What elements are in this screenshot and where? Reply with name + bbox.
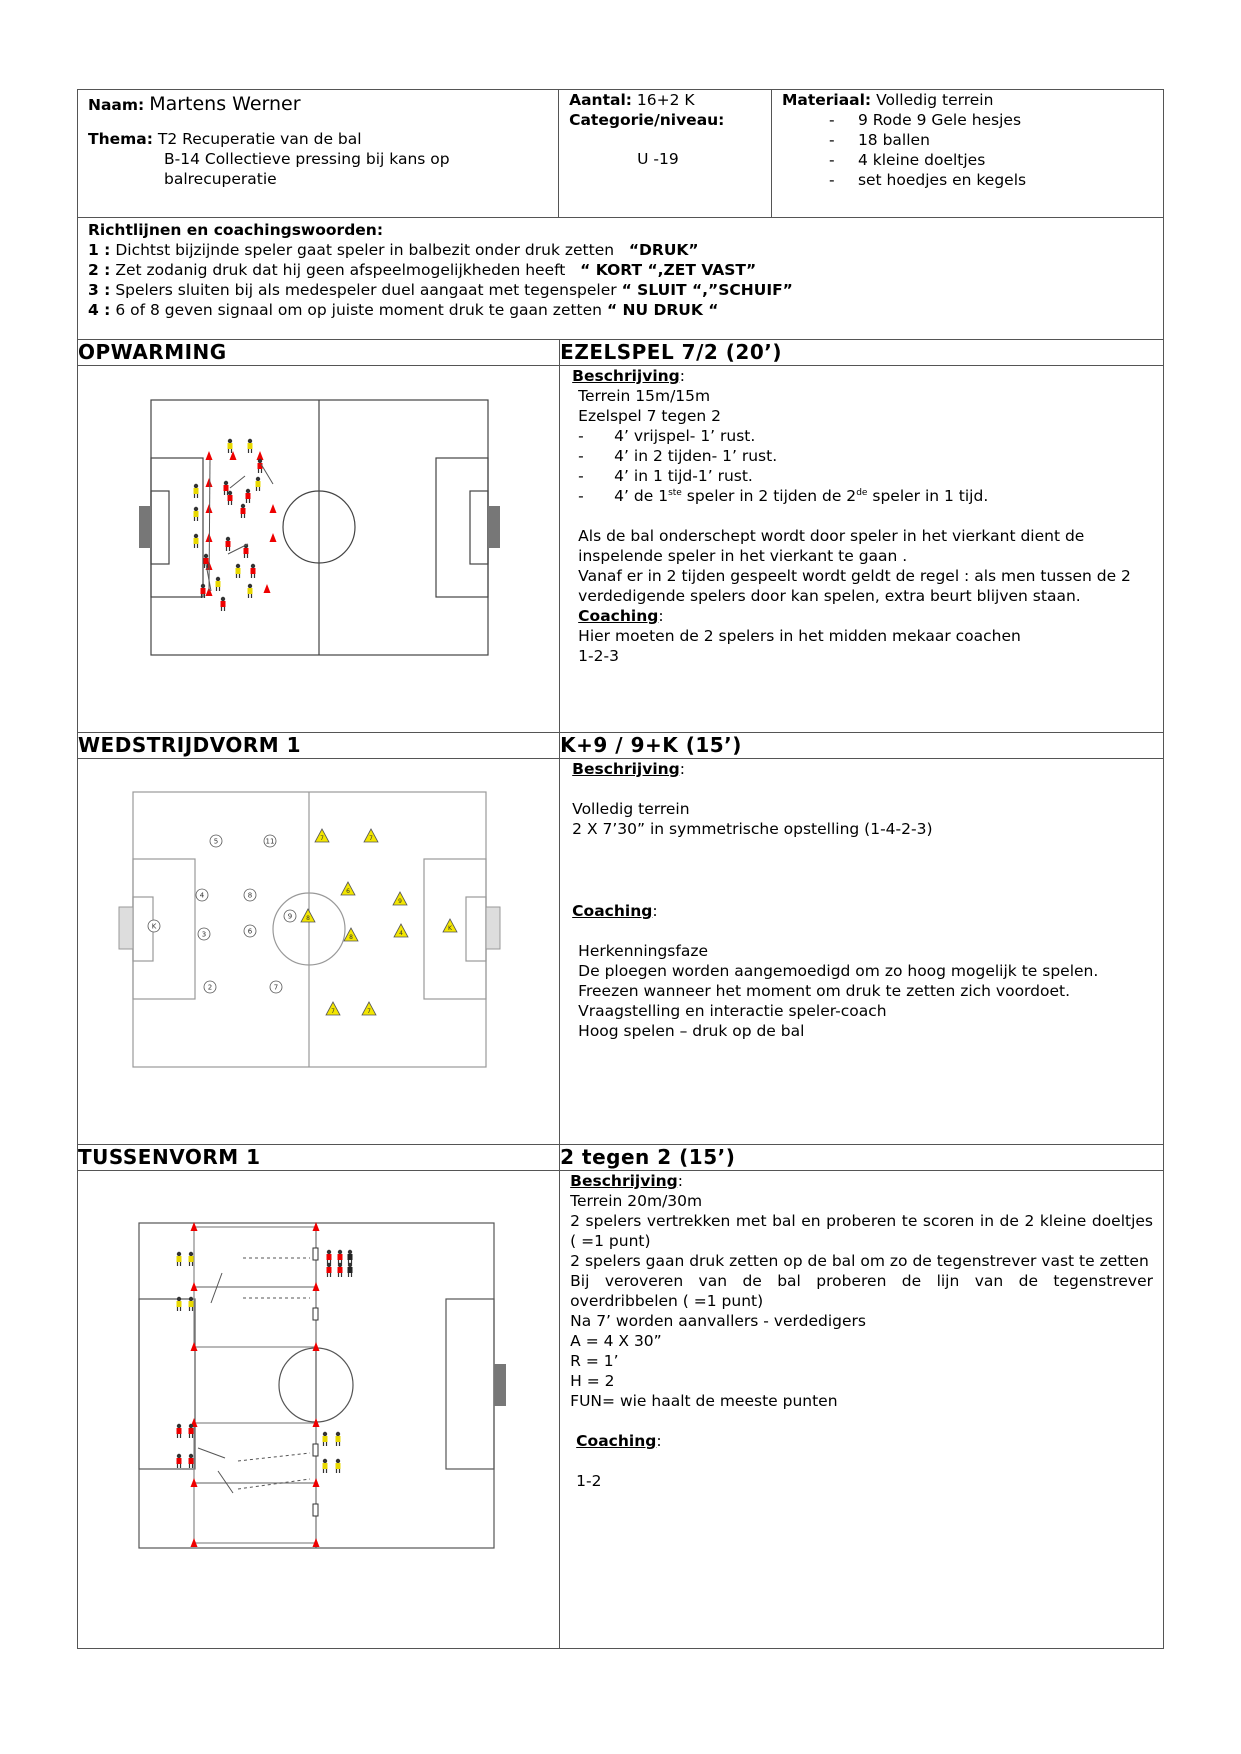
mini-goal-icon	[313, 1444, 318, 1456]
white-player-number: 3	[201, 930, 207, 939]
yellow-player-number: 6	[346, 888, 350, 895]
beschrijving-label: Beschrijving	[572, 367, 680, 385]
arrow-line	[261, 464, 273, 484]
tussenvorm-diagram	[78, 1171, 558, 1641]
player-icon	[248, 439, 253, 453]
sections-table	[77, 339, 1164, 1649]
player-icon	[236, 564, 241, 578]
player-icon	[256, 477, 261, 491]
aantal-label: Aantal:	[569, 91, 632, 109]
text-line: 2 X 7’30” in symmetrische opstelling (1-4-2-3)	[572, 820, 933, 838]
player-icon	[194, 534, 199, 548]
session-sheet	[77, 89, 1164, 1649]
session-table	[77, 89, 1164, 340]
cone-icon	[270, 533, 277, 542]
cone-icon	[206, 451, 213, 460]
white-player-number: 2	[207, 983, 213, 992]
section2-text-cell: Beschrijving: Volledig terrein 2 X 7’30” in symmetrische opstelling (1-4-2-3) Coaching: Herkenningsfaze De ploegen worden aangemoedigd om zo hoog mogelijk te spelen. Freezen wanneer het moment om druk te zetten zich voordoet. Vraagstelling en interactie speler-coach Hoog spelen – druk op de bal	[560, 759, 1164, 1145]
richtlijn-line: 2 : Zet zodanig druk dat hij geen afspeelmogelijkheden heeft “ KORT “,ZET VAST”	[88, 261, 757, 279]
player-icon	[189, 1297, 194, 1311]
player-icon	[228, 439, 233, 453]
player-icon	[177, 1454, 182, 1468]
section2-title-right: K+9 / 9+K (15’)	[560, 733, 1164, 759]
player-icon	[251, 564, 256, 578]
white-player-number: 4	[199, 891, 205, 900]
player-icon	[221, 597, 226, 611]
player-icon	[194, 507, 199, 521]
text-line: De ploegen worden aangemoedigd om zo hoog mogelijk te spelen.	[578, 962, 1099, 980]
richtlijn-line: 1 : Dichtst bijzijnde speler gaat speler in balbezit onder druk zetten “DRUK”	[88, 241, 699, 259]
cone-icon	[270, 504, 277, 513]
richtlijnen-title: Richtlijnen en coachingswoorden:	[88, 221, 384, 239]
arrow-line	[211, 1273, 222, 1303]
yellow-player-number: K	[448, 925, 452, 932]
cone-icon	[257, 451, 264, 460]
white-player-number: 8	[247, 891, 253, 900]
white-player-number: 9	[287, 912, 293, 921]
yellow-player-number: 9	[398, 898, 402, 905]
coaching-label: Coaching	[578, 607, 659, 625]
player-icon	[177, 1252, 182, 1266]
coaching-label: Coaching	[576, 1432, 657, 1450]
player-icon	[336, 1432, 341, 1446]
paragraph: Vanaf er in 2 tijden gespeelt wordt geldt de regel : als men tussen de 2 verdedigende spelers door kan spelen, extra beurt blijven staan.	[578, 567, 1131, 605]
player-icon	[189, 1424, 194, 1438]
paragraph: 2 spelers gaan druk zetten op de bal om zo de tegenstrever vast te zetten	[570, 1252, 1149, 1270]
goal-left	[139, 506, 151, 548]
text-line: Na 7’ worden aanvallers - verdedigers	[570, 1312, 866, 1330]
ezelspel-diagram	[78, 366, 558, 726]
player-icon	[226, 537, 231, 551]
yellow-player-number: 7	[331, 1008, 335, 1015]
materiaal-value: Volledig terrein	[876, 91, 994, 109]
text-line: Volledig terrein	[572, 800, 690, 818]
section3-title-right: 2 tegen 2 (15’)	[560, 1145, 1164, 1171]
list-item: - 4’ in 2 tijden- 1’ rust.	[578, 446, 1151, 466]
player-icon	[323, 1459, 328, 1473]
list-item: - 4’ de 1ste speler in 2 tijden de 2de speler in 1 tijd.	[578, 486, 1151, 506]
player-icon	[338, 1250, 343, 1264]
cone-icon	[206, 478, 213, 487]
player-icon	[189, 1252, 194, 1266]
ezel-list	[578, 426, 1151, 506]
text-line: 1-2-3	[578, 647, 619, 665]
player-icon	[336, 1459, 341, 1473]
yellow-player-number: 7	[367, 1008, 371, 1015]
text-line: Terrein 15m/15m	[578, 387, 711, 405]
materiaal-label: Materiaal:	[781, 91, 872, 109]
player-icon	[216, 577, 221, 591]
player-icon	[228, 491, 233, 505]
section3-diagram-cell	[78, 1171, 560, 1649]
text-line: Ezelspel 7 tegen 2	[578, 407, 722, 425]
yellow-player-number: 7	[320, 835, 324, 842]
beschrijving-label: Beschrijving	[572, 760, 680, 778]
materiaal-item: - set hoedjes en kegels	[782, 170, 1153, 190]
mini-goal-icon	[313, 1308, 318, 1320]
player-icon	[348, 1263, 353, 1277]
text-line: R = 1’	[570, 1352, 619, 1370]
goal-right	[486, 907, 500, 949]
section1-title-left: OPWARMING	[78, 340, 560, 366]
text-line: Hoog spelen – druk op de bal	[578, 1022, 805, 1040]
richtlijnen-cell	[78, 218, 1164, 340]
player-icon	[248, 584, 253, 598]
player-icon	[327, 1263, 332, 1277]
wedstrijd-diagram	[78, 759, 558, 1139]
coaching-label: Coaching	[572, 902, 653, 920]
text-line: Freezen wanneer het moment om druk te zetten zich voordoet.	[578, 982, 1071, 1000]
arrow-line	[198, 1448, 225, 1458]
text-line: 1-2	[576, 1472, 602, 1490]
materiaal-list	[782, 110, 1153, 190]
materiaal-item: - 9 Rode 9 Gele hesjes	[782, 110, 1153, 130]
goal-right	[494, 1364, 506, 1406]
white-player-number: 11	[265, 837, 275, 846]
player-icon	[224, 481, 229, 495]
player-icon	[177, 1297, 182, 1311]
arrow-line	[230, 476, 245, 488]
text-line: Vraagstelling en interactie speler-coach	[578, 1002, 887, 1020]
player-icon	[194, 484, 199, 498]
categorie-label: Categorie/niveau:	[569, 111, 725, 129]
naam-label: Naam:	[88, 96, 145, 114]
section2-diagram-cell	[78, 759, 560, 1145]
list-item: - 4’ in 1 tijd-1’ rust.	[578, 466, 1151, 486]
player-icon	[177, 1424, 182, 1438]
paragraph: 2 spelers vertrekken met bal en proberen te scoren in de 2 kleine doeltjes ( =1 punt)	[570, 1212, 1153, 1250]
materiaal-item: - 18 ballen	[782, 130, 1153, 150]
player-icon	[348, 1250, 353, 1264]
richtlijn-line: 3 : Spelers sluiten bij als medespeler duel aangaat met tegenspeler “ SLUIT “,”SCHUIF”	[88, 281, 793, 299]
paragraph: Als de bal onderschept wordt door speler in het vierkant dient de inspelende speler in het vierkant te gaan .	[578, 527, 1085, 565]
naam-thema-cell	[78, 90, 559, 218]
section1-text-cell: Beschrijving: Terrein 15m/15m Ezelspel 7 tegen 2 - 4’ vrijspel- 1’ rust. - 4’ in 2 tijden- 1’ rust. - 4’ in 1 tijd-1’ rust. - 4’ de 1ste speler in 2 tijden de 2de speler in 1 tijd. Als de bal onderschept wordt door speler in het vierkant dient de inspelende speler in het vierkant te gaan . Vanaf er in 2 tijden gespeelt wordt geldt de regel : als men tussen de 2 verdedigende spelers door kan spelen, extra beurt blijven staan. Coaching: Hier moeten de 2 spelers in het midden mekaar coachen 1-2-3	[560, 366, 1164, 733]
yellow-player-number: 8	[349, 934, 353, 941]
aantal-value: 16+2 K	[636, 91, 695, 109]
richtlijn-line: 4 : 6 of 8 geven signaal om op juiste moment druk te gaan zetten “ NU DRUK “	[88, 301, 719, 319]
thema-line2: B-14 Collectieve pressing bij kans op	[164, 150, 450, 168]
player-icon	[189, 1454, 194, 1468]
text-line: Terrein 20m/30m	[570, 1192, 703, 1210]
thema-line3: balrecuperatie	[164, 170, 277, 188]
cone-icon	[206, 504, 213, 513]
aantal-cell	[559, 90, 772, 218]
arrow-line	[238, 1479, 310, 1489]
white-player-number: 7	[273, 983, 279, 992]
section2-title-left: WEDSTRIJDVORM 1	[78, 733, 560, 759]
yellow-player-number: 8	[306, 915, 310, 922]
section3-title-left: TUSSENVORM 1	[78, 1145, 560, 1171]
naam-value: Martens Werner	[149, 93, 301, 115]
text-line: H = 2	[570, 1372, 615, 1390]
player-icon	[241, 504, 246, 518]
mini-goal-icon	[313, 1248, 318, 1260]
player-icon	[338, 1263, 343, 1277]
materiaal-cell	[771, 90, 1163, 218]
yellow-player-number: 7	[369, 835, 373, 842]
text-line: Hier moeten de 2 spelers in het midden mekaar coachen	[578, 627, 1021, 645]
materiaal-item: - 4 kleine doeltjes	[782, 150, 1153, 170]
section1-diagram-cell	[78, 366, 560, 733]
list-item: - 4’ vrijspel- 1’ rust.	[578, 426, 1151, 446]
yellow-player-number: 4	[399, 930, 403, 937]
categorie-value: U -19	[637, 150, 679, 168]
thema-line1: T2 Recuperatie van de bal	[157, 130, 362, 148]
arrow-line	[218, 1471, 233, 1493]
arrow-line	[238, 1453, 310, 1461]
goal-left	[119, 907, 133, 949]
white-player-number: 6	[247, 927, 253, 936]
section1-title-right: EZELSPEL 7/2 (20’)	[560, 340, 1164, 366]
text-line: FUN= wie haalt de meeste punten	[570, 1392, 838, 1410]
player-icon	[323, 1432, 328, 1446]
paragraph: Bij veroveren van de bal proberen de lijn van de tegenstrever overdribbelen ( =1 punt)	[570, 1272, 1153, 1310]
thema-label: Thema:	[88, 130, 153, 148]
goal-right	[488, 506, 500, 548]
text-line: Herkenningsfaze	[578, 942, 709, 960]
player-icon	[246, 489, 251, 503]
cone-icon	[264, 584, 271, 593]
white-player-number: K	[151, 922, 157, 931]
text-line: A = 4 X 30”	[570, 1332, 662, 1350]
cone-icon	[230, 451, 237, 460]
beschrijving-label: Beschrijving	[570, 1172, 678, 1190]
section3-text-cell: Beschrijving: Terrein 20m/30m 2 spelers vertrekken met bal en proberen te scoren in de 2 kleine doeltjes ( =1 punt) 2 spelers gaan druk zetten op de bal om zo de tegenstrever vast te zetten Bij veroveren van de bal proberen de lijn van de tegenstrever overdribbelen ( =1 punt) Na 7’ worden aanvallers - verdedigers A = 4 X 30” R = 1’ H = 2 FUN= wie haalt de meeste punten Coaching: 1-2	[560, 1171, 1164, 1649]
mini-goal-icon	[313, 1504, 318, 1516]
player-icon	[327, 1250, 332, 1264]
white-player-number: 5	[213, 837, 219, 846]
